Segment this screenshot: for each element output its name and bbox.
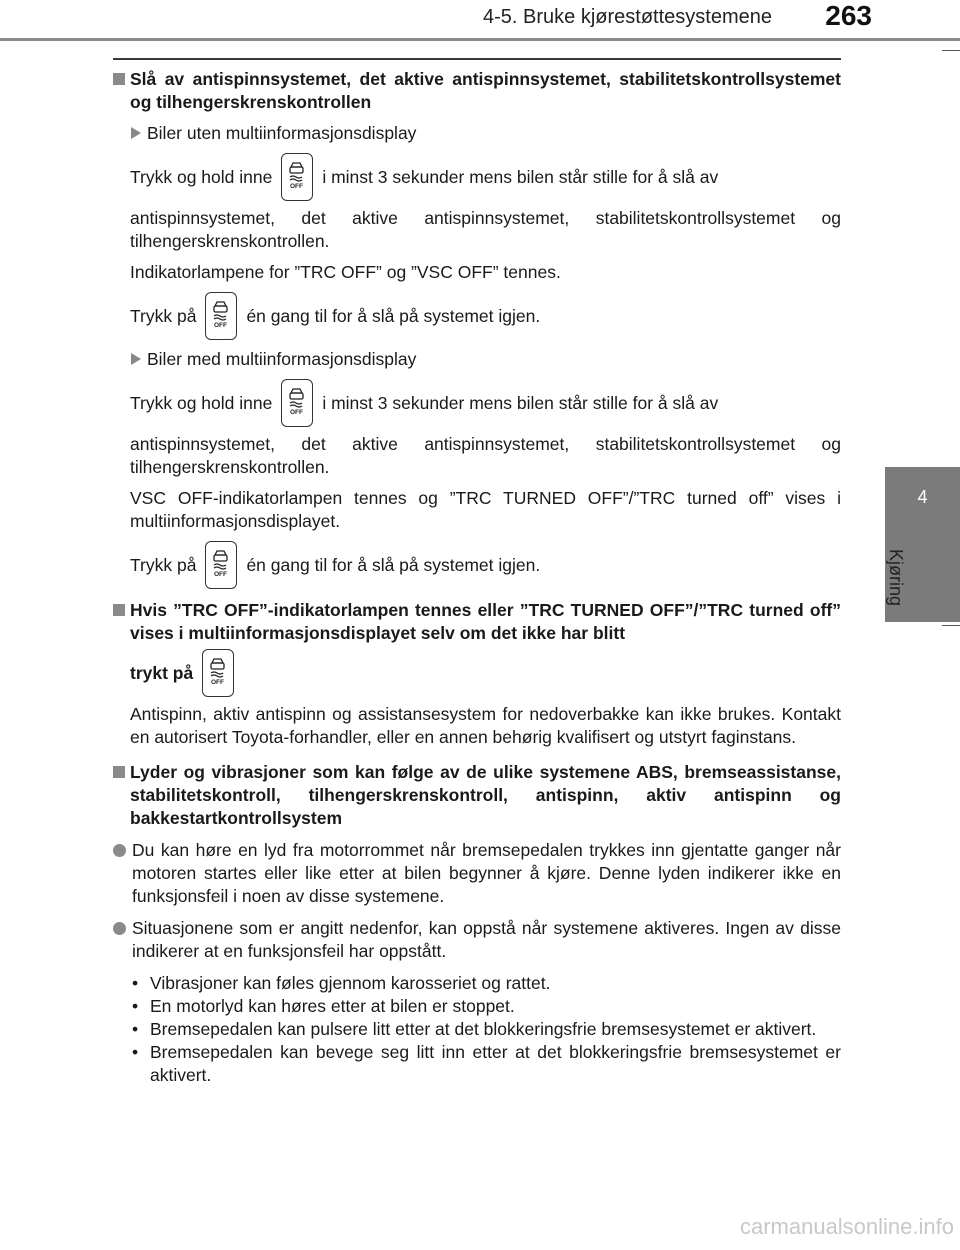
triangle-bullet-icon	[131, 127, 141, 139]
list-item: Du kan høre en lyd fra motorrommet når bremsepedalen trykkes inn gjentatte ganger når motoren startes eller like etter at bilen begynner å kjøre. Denne lyden indikerer ikke en funksjonsfeil i noen av disse systemene.	[113, 839, 841, 908]
svg-text:OFF: OFF	[214, 571, 228, 578]
sub-list-item: • En motorlyd kan høres etter at bilen er stoppet.	[132, 996, 515, 1016]
sub-list-item: • Bremsepedalen kan pulsere litt etter at det blokkeringsfrie bremsesystemet er aktivert.	[132, 1019, 817, 1039]
heading-end-line: trykt på OFF	[113, 649, 841, 697]
watermark: carmanualsonline.info	[739, 1214, 954, 1239]
section-heading: Hvis ”TRC OFF”-indikatorlampen tennes eller ”TRC TURNED OFF”/”TRC turned off” vises i multiinformasjonsdisplayet selv om det ikke har blitt	[113, 599, 841, 645]
instruction-line: Trykk på OFF én gang til for å slå på systemet igjen.	[130, 541, 841, 589]
svg-text:OFF: OFF	[290, 183, 304, 190]
circle-bullet-icon	[113, 922, 126, 935]
header-rule	[0, 38, 960, 41]
subheading: Biler uten multiinformasjonsdisplay	[130, 122, 841, 145]
vsc-off-button-icon	[281, 379, 313, 427]
square-bullet-icon	[113, 604, 125, 616]
triangle-bullet-icon	[131, 353, 141, 365]
instruction-line: Trykk og hold inne OFF i minst 3 sekunder mens bilen står stille for å slå av	[130, 379, 841, 427]
page-header	[0, 0, 960, 40]
paragraph: Antispinn, aktiv antispinn og assistansesystem for nedoverbakke kan ikke brukes. Kontakt en autorisert Toyota-forhandler, eller en annen behørig kvalifisert og utstyrt faginstans.	[130, 704, 841, 747]
square-bullet-icon	[113, 73, 125, 85]
page-content	[113, 66, 841, 1087]
circle-bullet-icon	[113, 844, 126, 857]
margin-tick	[942, 625, 960, 626]
vsc-off-button-icon	[202, 649, 234, 697]
page-number: 263	[825, 0, 872, 31]
chapter-label-text: Kjøring	[886, 549, 906, 607]
section-heading: Lyder og vibrasjoner som kan følge av de ulike systemene ABS, bremseassistanse, stabilitetskontroll, tilhengerskrenskontroll, antispinn, aktiv antispinn og bakkestartkontrollsystem	[113, 761, 841, 830]
chapter-label	[888, 535, 918, 625]
content-top-rule	[113, 58, 841, 60]
svg-text:OFF: OFF	[214, 322, 228, 329]
section-title: 4-5. Bruke kjørestøttesystemene	[483, 6, 772, 28]
square-bullet-icon	[113, 766, 125, 778]
vsc-off-button-icon	[205, 292, 237, 340]
paragraph: Indikatorlampene for ”TRC OFF” og ”VSC OFF” tennes.	[130, 262, 561, 282]
sub-list-item: • Bremsepedalen kan bevege seg litt inn etter at det blokkeringsfrie bremsesystemet er aktivert.	[132, 1042, 841, 1085]
vsc-off-button-icon	[281, 153, 313, 201]
svg-text:OFF: OFF	[211, 679, 225, 686]
instruction-line: Trykk og hold inne OFF i minst 3 sekunder mens bilen står stille for å slå av	[130, 153, 841, 201]
svg-text:OFF: OFF	[290, 409, 304, 416]
subheading: Biler med multiinformasjonsdisplay	[130, 348, 841, 371]
margin-tick	[942, 50, 960, 51]
section-heading: Slå av antispinnsystemet, det aktive antispinnsystemet, stabilitetskontrollsystemet og tilhengerskrenskontrollen	[113, 68, 841, 114]
chapter-number: 4	[917, 487, 928, 507]
sub-list-item: • Vibrasjoner kan føles gjennom karosseriet og rattet.	[132, 973, 551, 993]
list-item: Situasjonene som er angitt nedenfor, kan oppstå når systemene aktiveres. Ingen av disse indikerer at en funksjonsfeil har oppstått.	[113, 917, 841, 963]
vsc-off-button-icon	[205, 541, 237, 589]
paragraph: antispinnsystemet, det aktive antispinnsystemet, stabilitetskontrollsystemet og tilhengerskrenskontrollen.	[130, 208, 841, 251]
paragraph: antispinnsystemet, det aktive antispinnsystemet, stabilitetskontrollsystemet og tilhengerskrenskontrollen.	[130, 434, 841, 477]
paragraph: VSC OFF-indikatorlampen tennes og ”TRC TURNED OFF”/”TRC turned off” vises i multiinformasjonsdisplayet.	[130, 488, 841, 531]
instruction-line: Trykk på OFF én gang til for å slå på systemet igjen.	[130, 292, 841, 340]
